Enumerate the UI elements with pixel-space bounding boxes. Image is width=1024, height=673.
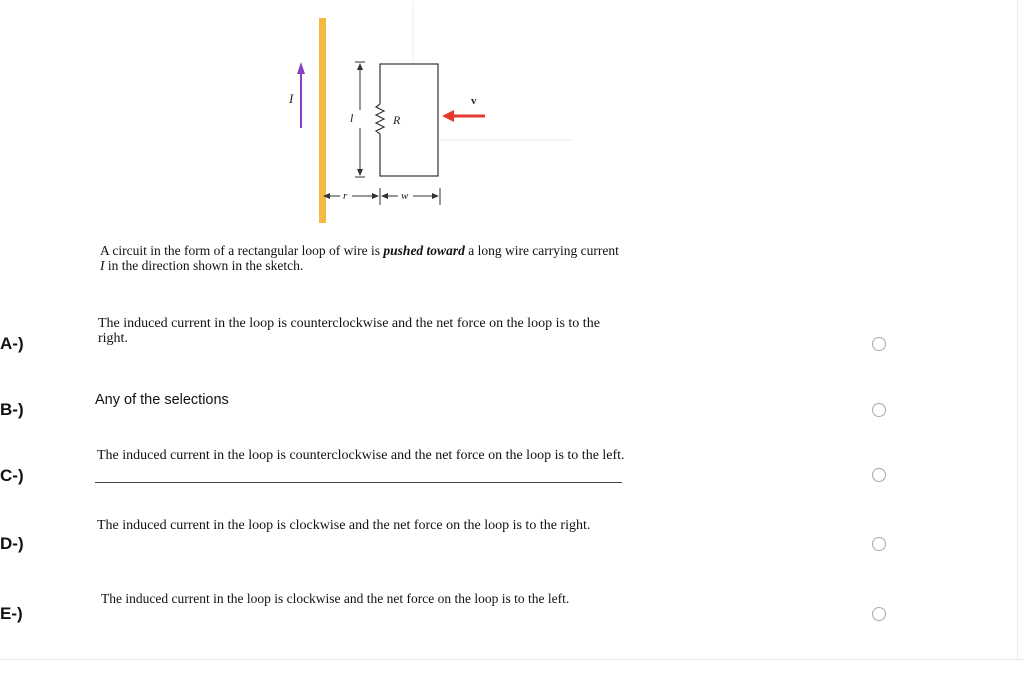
option-divider [95,482,622,483]
current-label: I [289,91,294,106]
radio-button-d[interactable] [872,537,886,551]
answer-option-e[interactable] [0,580,1024,646]
option-text: The induced current in the loop is counterclockwise and the net force on the loop is to the left. [97,448,625,463]
caption-part: a long wire carrying current [464,243,619,258]
answer-option-c[interactable] [0,442,1024,508]
radio-button-c[interactable] [872,468,886,482]
bottom-divider [0,659,1024,660]
resistor-label: R [393,113,401,127]
loop-wire-sketch [280,0,580,230]
answer-option-a[interactable] [0,310,1024,376]
option-text: Any of the selections [95,392,229,408]
option-text: The induced current in the loop is clockwise and the net force on the loop is to the right. [97,518,591,533]
wire-loop [380,64,438,176]
caption-emphasis: pushed toward [383,243,465,258]
long-wire [319,18,326,223]
caption-current-symbol: I [100,258,105,273]
radio-button-e[interactable] [872,607,886,621]
caption-part: in the direction shown in the sketch. [104,258,304,273]
question-text [100,243,620,273]
option-text: The induced current in the loop is clockwise and the net force on the loop is to the left. [101,591,570,606]
physics-diagram [280,0,580,230]
answer-option-b[interactable] [0,376,1024,442]
radio-button-a[interactable] [872,337,886,351]
distance-label: r [343,190,348,202]
right-edge-divider [1017,0,1018,659]
option-letter: C-) [0,466,24,485]
length-label: l [350,111,354,125]
caption-part: A circuit in the form of a rectangular loop of wire is [100,243,384,258]
current-arrowhead [297,62,305,74]
option-letter: A-) [0,334,24,353]
option-letter: D-) [0,534,24,553]
velocity-arrowhead [442,110,454,122]
option-letter: B-) [0,400,24,419]
option-letter: E-) [0,604,23,623]
answer-option-d[interactable] [0,510,1024,576]
option-text: The induced current in the loop is counterclockwise and the net force on the loop is to the right. [98,316,600,346]
radio-button-b[interactable] [872,403,886,417]
width-label: w [401,190,409,202]
velocity-label: v [471,95,477,107]
